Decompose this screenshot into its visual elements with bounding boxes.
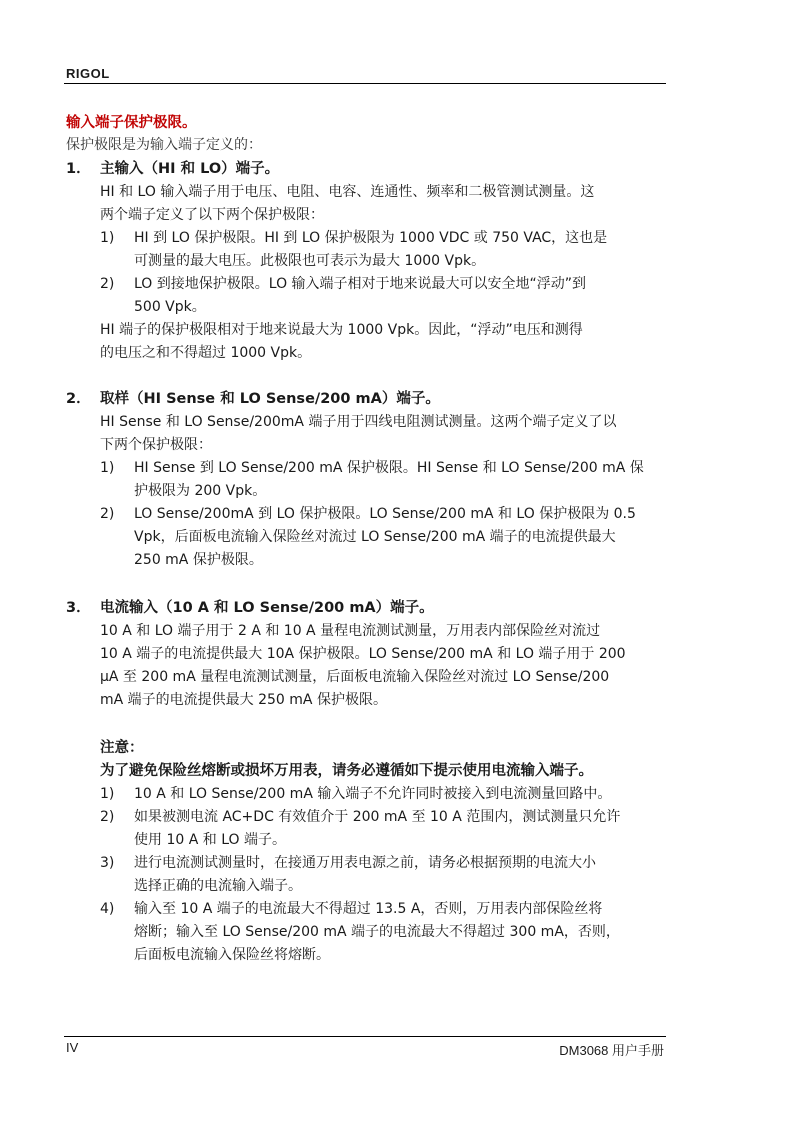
list-line: 250 mA 保护极限。 xyxy=(134,552,263,568)
list-line: 熔断；输入至 LO Sense/200 mA 端子的电流最大不得超过 300 mA，否则， xyxy=(134,924,620,940)
note-list xyxy=(100,783,666,967)
list-line: 如果被测电流 AC+DC 有效值介于 200 mA 至 10 A 范围内，测试测量只允许 xyxy=(134,809,621,825)
list-item xyxy=(100,806,666,852)
section-1-heading xyxy=(66,158,666,181)
paragraph-line: HI 和 LO 输入端子用于电压、电阻、电容、连通性、频率和二极管测试测量。这 xyxy=(100,184,595,200)
brand-logo-text: RIGOL xyxy=(66,66,110,81)
list-line: HI 到 LO 保护极限。HI 到 LO 保护极限为 1000 VDC 或 750 VAC，这也是 xyxy=(134,230,608,246)
page-title: 输入端子保护极限。 xyxy=(66,115,197,131)
list-number: 1) xyxy=(100,460,115,476)
list-number: 2) xyxy=(100,506,115,522)
paragraph-line: 下两个保护极限： xyxy=(100,437,212,453)
section-title: 电流输入（10 A 和 LO Sense/200 mA）端子。 xyxy=(100,600,434,616)
list-number: 4) xyxy=(100,901,115,917)
list-item xyxy=(100,273,666,319)
list-item xyxy=(100,503,666,572)
note-label: 注意： xyxy=(100,740,144,756)
paragraph-line: μA 至 200 mA 量程电流测试测量，后面板电流输入保险丝对流过 LO Sense/200 xyxy=(100,669,610,685)
section-1-body xyxy=(100,181,666,365)
list-number: 2) xyxy=(100,276,115,292)
section-title: 主输入（HI 和 LO）端子。 xyxy=(100,161,280,177)
paragraph-line: HI Sense 和 LO Sense/200mA 端子用于四线电阻测试测量。这两个端子定义了以 xyxy=(100,414,617,430)
section-3-heading xyxy=(66,597,666,620)
list-line: 500 Vpk。 xyxy=(134,299,206,315)
section-number: 3． xyxy=(66,600,91,616)
section-title: 取样（HI Sense 和 LO Sense/200 mA）端子。 xyxy=(100,391,440,407)
list-line: HI Sense 到 LO Sense/200 mA 保护极限。HI Sense 和 LO Sense/200 mA 保 xyxy=(134,460,644,476)
header-rule xyxy=(64,83,666,84)
list-line: 输入至 10 A 端子的电流最大不得超过 13.5 A，否则，万用表内部保险丝将 xyxy=(134,901,603,917)
list-line: 选择正确的电流输入端子。 xyxy=(134,878,302,894)
list-line: 使用 10 A 和 LO 端子。 xyxy=(134,832,286,848)
paragraph-line: 两个端子定义了以下两个保护极限： xyxy=(100,207,324,223)
list-line: 进行电流测试测量时，在接通万用表电源之前，请务必根据预期的电流大小 xyxy=(134,855,596,871)
paragraph-line: HI 端子的保护极限相对于地来说最大为 1000 Vpk。因此，“浮动”电压和测得 xyxy=(100,322,583,338)
list-item xyxy=(100,783,666,806)
list-line: Vpk，后面板电流输入保险丝对流过 LO Sense/200 mA 端子的电流提供最大 xyxy=(134,529,616,545)
section-2-heading xyxy=(66,388,666,411)
list-number: 2) xyxy=(100,809,115,825)
list-line: 可测量的最大电压。此极限也可表示为最大 1000 Vpk。 xyxy=(134,253,486,269)
section-number: 2． xyxy=(66,391,91,407)
list-line: 护极限为 200 Vpk。 xyxy=(134,483,267,499)
list-item xyxy=(100,852,666,898)
section-3-body xyxy=(100,620,666,712)
list-item xyxy=(100,898,666,967)
list-number: 1) xyxy=(100,230,115,246)
list-line: LO 到接地保护极限。LO 输入端子相对于地来说最大可以安全地“浮动”到 xyxy=(134,276,587,292)
paragraph-line: mA 端子的电流提供最大 250 mA 保护极限。 xyxy=(100,692,387,708)
page-number: IV xyxy=(66,1040,79,1055)
paragraph-line: 10 A 和 LO 端子用于 2 A 和 10 A 量程电流测试测量，万用表内部保险丝对流过 xyxy=(100,623,601,639)
list-number: 1) xyxy=(100,786,115,802)
section-number: 1． xyxy=(66,161,91,177)
list-line: 10 A 和 LO Sense/200 mA 输入端子不允许同时被接入到电流测量回路中。 xyxy=(134,786,612,802)
list-number: 3) xyxy=(100,855,115,871)
list-line: 后面板电流输入保险丝将熔断。 xyxy=(134,947,330,963)
intro-text: 保护极限是为输入端子定义的： xyxy=(66,137,262,153)
note-warning: 为了避免保险丝熔断或损坏万用表，请务必遵循如下提示使用电流输入端子。 xyxy=(100,763,593,779)
document-title: DM3068 用户手册 xyxy=(559,1043,664,1058)
paragraph-line: 的电压之和不得超过 1000 Vpk。 xyxy=(100,345,312,361)
section-2-body xyxy=(100,411,666,572)
list-item xyxy=(100,227,666,273)
list-item xyxy=(100,457,666,503)
paragraph-line: 10 A 端子的电流提供最大 10A 保护极限。LO Sense/200 mA 和 LO 端子用于 200 xyxy=(100,646,626,662)
footer-rule xyxy=(64,1036,666,1037)
list-line: LO Sense/200mA 到 LO 保护极限。LO Sense/200 mA 和 LO 保护极限为 0.5 xyxy=(134,506,636,522)
